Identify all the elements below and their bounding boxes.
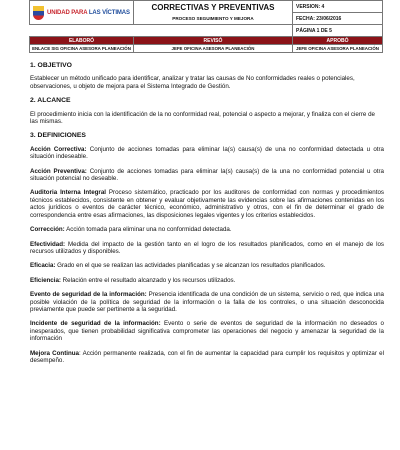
definition-term: Acción Preventiva: xyxy=(30,167,87,175)
section-definiciones-title: 3. DEFINICIONES xyxy=(30,132,86,140)
logo-text xyxy=(47,10,130,16)
definition-text: Conjunto de acciones tomadas para eliminar la(s) causa(s) de la una no conformidad potencial u otra situación potencial no deseable. xyxy=(30,167,385,183)
definition-term: Eficiencia: xyxy=(30,276,61,284)
logo-cell xyxy=(30,1,134,25)
role-reviso: REVISÓ xyxy=(133,37,292,45)
definition-text: Grado en el que se realizan las actividades planificadas y se alcanzan los resultados planificados. xyxy=(55,262,326,270)
definition-term: Incidente de seguridad de la información: xyxy=(30,320,161,328)
definition-term: Corrección: xyxy=(30,226,65,234)
role-aprobo: APROBÓ xyxy=(293,37,383,45)
document-header-table xyxy=(29,0,383,53)
logo-text-part-1: UNIDAD PARA xyxy=(47,9,89,16)
section-objetivo-title: 1. OBJETIVO xyxy=(30,62,72,69)
name-elaboro: ENLACE SIG OFICINA ASESORA PLANEACIÓN xyxy=(30,45,134,53)
definition-term: Auditoria Interna Integral xyxy=(30,189,106,197)
definition-term: Eficacia: xyxy=(30,262,56,270)
definition-eficiencia xyxy=(30,277,384,284)
section-alcance-title: 2. ALCANCE xyxy=(30,97,71,105)
date-label: FECHA: 23/06/2016 xyxy=(293,13,383,25)
definition-correccion xyxy=(30,226,384,233)
section-objetivo-text: Establecer un método unificado para identificar, analizar y tratar las causas de No conformidades reales o potenciales, observaciones, u objeto de mejora para el Sistema Integrado de Gestión. xyxy=(30,75,355,90)
definition-text: Conjunto de acciones tomadas para eliminar la(s) causa(s) de una no conformidad detectada u otra situación indeseable. xyxy=(30,145,384,161)
title-cell xyxy=(133,1,292,25)
definition-auditoria-interna xyxy=(30,189,384,219)
definition-text: Proceso sistemático, practicado por los auditores de conformidad con normas y procedimientos técnicos establecidos, consistente en obtener y evaluar objetivamente las evidencias sobre las afirmaciones contenidas en los actos jurídicos o eventos de carácter técnico, económico, administrativo y otros, con el fin de determinar el grado de correspondencia entre esas afirmaciones, las disposiciones legales vigentes y los criterios establecidos. xyxy=(30,189,384,219)
definition-mejora-continua xyxy=(30,350,384,365)
definition-accion-correctiva xyxy=(30,146,384,161)
name-reviso: JEFE OFICINA ASESORA PLANEACIÓN xyxy=(133,45,292,53)
logo-text-part-2: LAS VÍCTIMAS xyxy=(88,9,130,16)
page-label: PÁGINA 1 DE 5 xyxy=(293,25,383,37)
definition-text: Relación entre el resultado alcanzado y los recursos utilizados. xyxy=(60,276,236,284)
logo xyxy=(33,6,130,20)
process-name: PROCESO SEGUIMIENTO Y MEJORA xyxy=(172,15,254,21)
section-alcance-text: El procedimiento inicia con la identificación de la no conformidad real, potencial o aspecto a mejorar, y finaliza con el cierre de las mismas. xyxy=(30,110,375,126)
definition-text: Acción tomada para eliminar una no conformidad detectada. xyxy=(64,226,232,234)
name-aprobo: JEFE OFICINA ASESORA PLANEACIÓN xyxy=(293,45,383,53)
definition-text: : Acción permanente realizada, con el fin de aumentar la capacidad para cumplir los requisitos y optimizar el desempeño. xyxy=(30,349,384,364)
document-title: CORRECTIVAS Y PREVENTIVAS xyxy=(151,2,275,12)
definition-text: Evento o serie de eventos de seguridad de la información no deseados o inesperados, que tienen probabilidad significativa comprometer las operaciones del negocio y amenazar la seguridad de la información xyxy=(30,320,384,343)
version-label: VERSION: 4 xyxy=(293,1,383,13)
definition-accion-preventiva xyxy=(30,168,384,183)
definition-term: Evento de seguridad de la información: xyxy=(30,291,147,299)
definition-term: Efectividad: xyxy=(30,240,66,248)
role-elaboro: ELABORÓ xyxy=(30,37,134,45)
definition-evento-seguridad xyxy=(30,291,384,313)
definition-text: Medida del impacto de la gestión tanto en el logro de los resultados planificados, como en el manejo de los recursos utilizados y disponibles. xyxy=(30,240,384,255)
definition-eficacia xyxy=(30,262,384,269)
coat-of-arms-icon xyxy=(33,6,44,20)
definition-term: Mejora Continua xyxy=(30,349,79,357)
document-body xyxy=(30,62,384,371)
definition-term: Acción Correctiva: xyxy=(30,145,87,153)
definition-incidente-seguridad xyxy=(30,320,384,342)
definition-text: Presencia identificada de una condición de un sistema, servicio o red, que indica una posible violación de la política de seguridad de la información o la falla de los controles, o una situación desconocida previamente que puede ser pertinente a la seguridad. xyxy=(30,291,384,313)
spacer-cell xyxy=(30,25,293,37)
definition-efectividad xyxy=(30,241,384,256)
